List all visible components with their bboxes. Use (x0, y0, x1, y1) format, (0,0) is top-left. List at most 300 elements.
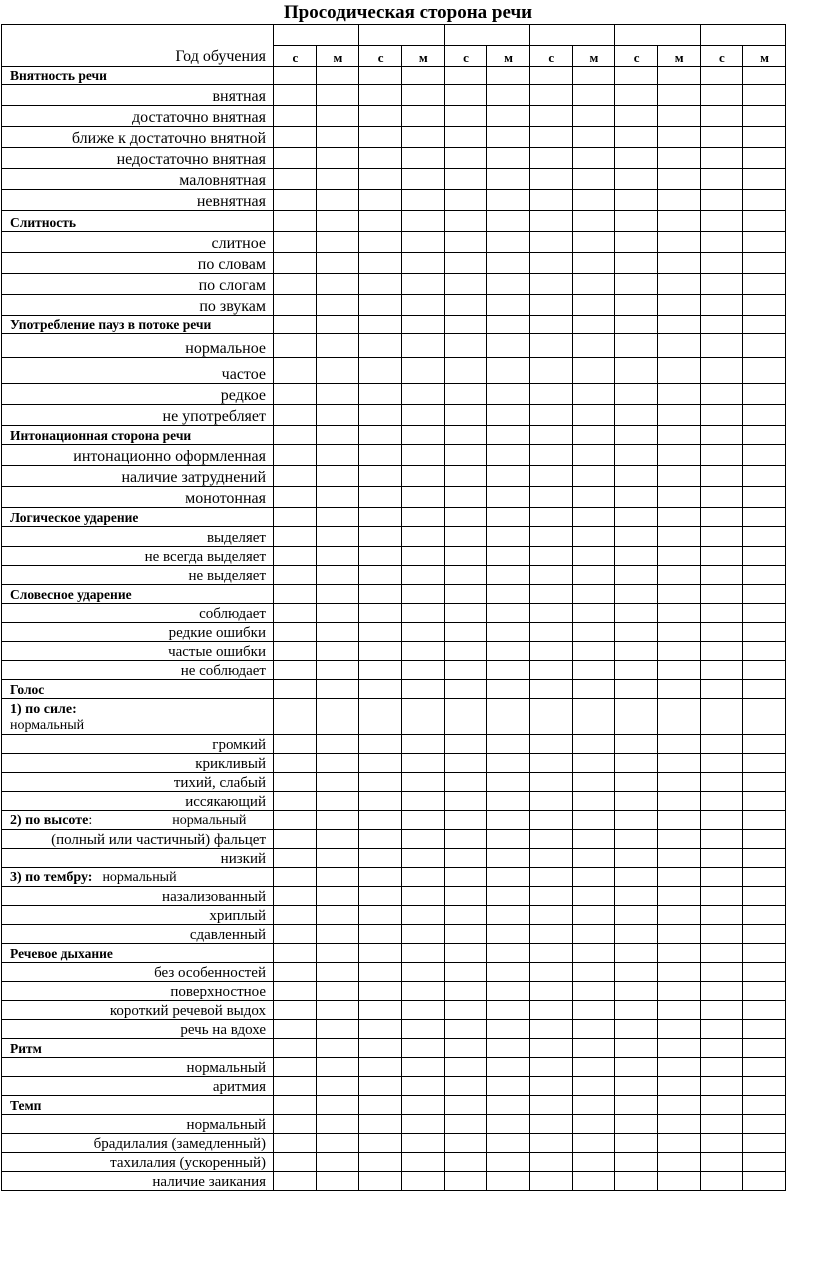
score-cell[interactable] (657, 699, 700, 735)
score-cell[interactable] (359, 906, 402, 925)
score-cell[interactable] (529, 190, 572, 211)
score-cell[interactable] (444, 773, 487, 792)
score-cell[interactable] (359, 754, 402, 773)
score-cell[interactable] (529, 67, 572, 85)
score-cell[interactable] (615, 754, 658, 773)
score-cell[interactable] (359, 508, 402, 527)
score-cell[interactable] (401, 547, 444, 566)
score-cell[interactable] (657, 190, 700, 211)
score-cell[interactable] (401, 1039, 444, 1058)
score-cell[interactable] (359, 849, 402, 868)
score-cell[interactable] (529, 1077, 572, 1096)
score-cell[interactable] (401, 106, 444, 127)
score-cell[interactable] (359, 253, 402, 274)
score-cell[interactable] (487, 925, 530, 944)
score-cell[interactable] (529, 944, 572, 963)
score-cell[interactable] (743, 792, 786, 811)
score-cell[interactable] (316, 211, 359, 232)
score-cell[interactable] (359, 925, 402, 944)
score-cell[interactable] (359, 232, 402, 253)
score-cell[interactable] (274, 358, 317, 384)
year-cell[interactable] (615, 25, 700, 46)
score-cell[interactable] (572, 190, 615, 211)
score-cell[interactable] (316, 547, 359, 566)
score-cell[interactable] (615, 811, 658, 830)
score-cell[interactable] (700, 661, 743, 680)
score-cell[interactable] (487, 1134, 530, 1153)
score-cell[interactable] (274, 963, 317, 982)
score-cell[interactable] (615, 642, 658, 661)
score-cell[interactable] (274, 604, 317, 623)
score-cell[interactable] (274, 1153, 317, 1172)
score-cell[interactable] (316, 487, 359, 508)
score-cell[interactable] (657, 849, 700, 868)
score-cell[interactable] (316, 963, 359, 982)
score-cell[interactable] (743, 754, 786, 773)
score-cell[interactable] (615, 1001, 658, 1020)
score-cell[interactable] (487, 426, 530, 445)
score-cell[interactable] (401, 1077, 444, 1096)
score-cell[interactable] (529, 868, 572, 887)
score-cell[interactable] (615, 661, 658, 680)
score-cell[interactable] (274, 925, 317, 944)
score-cell[interactable] (700, 811, 743, 830)
score-cell[interactable] (487, 699, 530, 735)
score-cell[interactable] (401, 127, 444, 148)
score-cell[interactable] (615, 773, 658, 792)
score-cell[interactable] (743, 1115, 786, 1134)
score-cell[interactable] (274, 982, 317, 1001)
score-cell[interactable] (401, 963, 444, 982)
score-cell[interactable] (572, 1134, 615, 1153)
score-cell[interactable] (401, 426, 444, 445)
score-cell[interactable] (657, 487, 700, 508)
score-cell[interactable] (359, 527, 402, 547)
score-cell[interactable] (529, 295, 572, 316)
score-cell[interactable] (359, 982, 402, 1001)
score-cell[interactable] (572, 792, 615, 811)
score-cell[interactable] (316, 232, 359, 253)
score-cell[interactable] (615, 735, 658, 754)
score-cell[interactable] (316, 169, 359, 190)
score-cell[interactable] (743, 1077, 786, 1096)
score-cell[interactable] (444, 334, 487, 358)
score-cell[interactable] (487, 642, 530, 661)
score-cell[interactable] (359, 445, 402, 466)
score-cell[interactable] (615, 963, 658, 982)
score-cell[interactable] (444, 754, 487, 773)
score-cell[interactable] (487, 1039, 530, 1058)
score-cell[interactable] (615, 527, 658, 547)
score-cell[interactable] (615, 1115, 658, 1134)
score-cell[interactable] (743, 426, 786, 445)
score-cell[interactable] (572, 1172, 615, 1191)
score-cell[interactable] (316, 754, 359, 773)
score-cell[interactable] (615, 906, 658, 925)
score-cell[interactable] (615, 680, 658, 699)
score-cell[interactable] (487, 585, 530, 604)
score-cell[interactable] (316, 358, 359, 384)
score-cell[interactable] (657, 274, 700, 295)
score-cell[interactable] (401, 944, 444, 963)
score-cell[interactable] (316, 887, 359, 906)
score-cell[interactable] (572, 963, 615, 982)
score-cell[interactable] (316, 604, 359, 623)
score-cell[interactable] (743, 487, 786, 508)
score-cell[interactable] (444, 1134, 487, 1153)
score-cell[interactable] (743, 67, 786, 85)
score-cell[interactable] (615, 1058, 658, 1077)
score-cell[interactable] (444, 426, 487, 445)
score-cell[interactable] (700, 1153, 743, 1172)
score-cell[interactable] (657, 1039, 700, 1058)
score-cell[interactable] (487, 1077, 530, 1096)
score-cell[interactable] (529, 680, 572, 699)
score-cell[interactable] (700, 295, 743, 316)
score-cell[interactable] (274, 735, 317, 754)
score-cell[interactable] (657, 334, 700, 358)
score-cell[interactable] (700, 773, 743, 792)
score-cell[interactable] (316, 699, 359, 735)
score-cell[interactable] (743, 445, 786, 466)
score-cell[interactable] (572, 466, 615, 487)
score-cell[interactable] (700, 487, 743, 508)
score-cell[interactable] (444, 487, 487, 508)
score-cell[interactable] (401, 680, 444, 699)
score-cell[interactable] (657, 906, 700, 925)
score-cell[interactable] (657, 623, 700, 642)
score-cell[interactable] (743, 232, 786, 253)
score-cell[interactable] (572, 906, 615, 925)
score-cell[interactable] (401, 868, 444, 887)
score-cell[interactable] (274, 232, 317, 253)
score-cell[interactable] (572, 754, 615, 773)
score-cell[interactable] (572, 405, 615, 426)
score-cell[interactable] (359, 661, 402, 680)
score-cell[interactable] (444, 316, 487, 334)
score-cell[interactable] (487, 527, 530, 547)
score-cell[interactable] (743, 566, 786, 585)
score-cell[interactable] (274, 1115, 317, 1134)
score-cell[interactable] (444, 1115, 487, 1134)
score-cell[interactable] (359, 585, 402, 604)
score-cell[interactable] (700, 211, 743, 232)
score-cell[interactable] (700, 127, 743, 148)
score-cell[interactable] (615, 295, 658, 316)
score-cell[interactable] (444, 661, 487, 680)
score-cell[interactable] (401, 699, 444, 735)
score-cell[interactable] (700, 85, 743, 106)
score-cell[interactable] (615, 585, 658, 604)
score-cell[interactable] (401, 849, 444, 868)
score-cell[interactable] (615, 1077, 658, 1096)
score-cell[interactable] (274, 211, 317, 232)
score-cell[interactable] (359, 190, 402, 211)
score-cell[interactable] (529, 1058, 572, 1077)
score-cell[interactable] (572, 1020, 615, 1039)
score-cell[interactable] (529, 253, 572, 274)
score-cell[interactable] (359, 1096, 402, 1115)
score-cell[interactable] (444, 547, 487, 566)
score-cell[interactable] (487, 274, 530, 295)
score-cell[interactable] (657, 963, 700, 982)
score-cell[interactable] (572, 127, 615, 148)
score-cell[interactable] (444, 1039, 487, 1058)
score-cell[interactable] (572, 1096, 615, 1115)
score-cell[interactable] (529, 232, 572, 253)
score-cell[interactable] (487, 487, 530, 508)
score-cell[interactable] (572, 1115, 615, 1134)
score-cell[interactable] (316, 1039, 359, 1058)
score-cell[interactable] (316, 1153, 359, 1172)
score-cell[interactable] (487, 211, 530, 232)
score-cell[interactable] (359, 1077, 402, 1096)
score-cell[interactable] (316, 508, 359, 527)
score-cell[interactable] (359, 148, 402, 169)
score-cell[interactable] (444, 604, 487, 623)
score-cell[interactable] (572, 316, 615, 334)
score-cell[interactable] (657, 811, 700, 830)
score-cell[interactable] (444, 887, 487, 906)
score-cell[interactable] (274, 623, 317, 642)
score-cell[interactable] (359, 830, 402, 849)
score-cell[interactable] (274, 508, 317, 527)
score-cell[interactable] (572, 680, 615, 699)
score-cell[interactable] (743, 642, 786, 661)
score-cell[interactable] (274, 253, 317, 274)
score-cell[interactable] (274, 792, 317, 811)
score-cell[interactable] (572, 426, 615, 445)
score-cell[interactable] (743, 127, 786, 148)
score-cell[interactable] (316, 1115, 359, 1134)
score-cell[interactable] (444, 699, 487, 735)
score-cell[interactable] (657, 466, 700, 487)
score-cell[interactable] (316, 566, 359, 585)
score-cell[interactable] (444, 253, 487, 274)
score-cell[interactable] (657, 358, 700, 384)
score-cell[interactable] (359, 1020, 402, 1039)
score-cell[interactable] (274, 944, 317, 963)
score-cell[interactable] (657, 1172, 700, 1191)
score-cell[interactable] (401, 466, 444, 487)
score-cell[interactable] (444, 642, 487, 661)
score-cell[interactable] (316, 445, 359, 466)
score-cell[interactable] (401, 1134, 444, 1153)
score-cell[interactable] (316, 868, 359, 887)
score-cell[interactable] (444, 274, 487, 295)
score-cell[interactable] (316, 466, 359, 487)
score-cell[interactable] (529, 830, 572, 849)
score-cell[interactable] (316, 623, 359, 642)
score-cell[interactable] (401, 384, 444, 405)
score-cell[interactable] (743, 1020, 786, 1039)
score-cell[interactable] (615, 232, 658, 253)
score-cell[interactable] (615, 566, 658, 585)
score-cell[interactable] (657, 1077, 700, 1096)
score-cell[interactable] (529, 527, 572, 547)
score-cell[interactable] (316, 773, 359, 792)
score-cell[interactable] (615, 190, 658, 211)
score-cell[interactable] (657, 944, 700, 963)
score-cell[interactable] (444, 127, 487, 148)
score-cell[interactable] (529, 982, 572, 1001)
score-cell[interactable] (529, 334, 572, 358)
score-cell[interactable] (316, 585, 359, 604)
score-cell[interactable] (274, 405, 317, 426)
score-cell[interactable] (274, 316, 317, 334)
score-cell[interactable] (529, 661, 572, 680)
score-cell[interactable] (487, 1020, 530, 1039)
score-cell[interactable] (615, 67, 658, 85)
score-cell[interactable] (743, 604, 786, 623)
score-cell[interactable] (529, 585, 572, 604)
score-cell[interactable] (487, 982, 530, 1001)
score-cell[interactable] (572, 982, 615, 1001)
score-cell[interactable] (743, 274, 786, 295)
score-cell[interactable] (487, 295, 530, 316)
score-cell[interactable] (401, 811, 444, 830)
score-cell[interactable] (444, 384, 487, 405)
score-cell[interactable] (359, 274, 402, 295)
score-cell[interactable] (529, 623, 572, 642)
score-cell[interactable] (529, 906, 572, 925)
score-cell[interactable] (316, 830, 359, 849)
score-cell[interactable] (487, 384, 530, 405)
score-cell[interactable] (444, 1020, 487, 1039)
score-cell[interactable] (743, 1172, 786, 1191)
score-cell[interactable] (572, 67, 615, 85)
score-cell[interactable] (615, 925, 658, 944)
score-cell[interactable] (444, 585, 487, 604)
score-cell[interactable] (529, 1001, 572, 1020)
score-cell[interactable] (316, 982, 359, 1001)
score-cell[interactable] (657, 1020, 700, 1039)
score-cell[interactable] (401, 642, 444, 661)
score-cell[interactable] (359, 1001, 402, 1020)
score-cell[interactable] (444, 1001, 487, 1020)
score-cell[interactable] (401, 253, 444, 274)
score-cell[interactable] (444, 1096, 487, 1115)
score-cell[interactable] (615, 849, 658, 868)
score-cell[interactable] (572, 661, 615, 680)
score-cell[interactable] (359, 1115, 402, 1134)
score-cell[interactable] (572, 232, 615, 253)
score-cell[interactable] (572, 566, 615, 585)
score-cell[interactable] (529, 735, 572, 754)
score-cell[interactable] (529, 85, 572, 106)
score-cell[interactable] (529, 384, 572, 405)
score-cell[interactable] (274, 487, 317, 508)
score-cell[interactable] (700, 699, 743, 735)
score-cell[interactable] (274, 1058, 317, 1077)
score-cell[interactable] (615, 982, 658, 1001)
score-cell[interactable] (743, 680, 786, 699)
score-cell[interactable] (615, 274, 658, 295)
score-cell[interactable] (401, 405, 444, 426)
score-cell[interactable] (572, 735, 615, 754)
score-cell[interactable] (359, 426, 402, 445)
score-cell[interactable] (359, 623, 402, 642)
score-cell[interactable] (572, 1001, 615, 1020)
score-cell[interactable] (444, 830, 487, 849)
score-cell[interactable] (444, 508, 487, 527)
score-cell[interactable] (359, 466, 402, 487)
score-cell[interactable] (444, 527, 487, 547)
score-cell[interactable] (316, 67, 359, 85)
score-cell[interactable] (700, 830, 743, 849)
score-cell[interactable] (700, 754, 743, 773)
score-cell[interactable] (316, 1134, 359, 1153)
score-cell[interactable] (274, 1134, 317, 1153)
score-cell[interactable] (359, 699, 402, 735)
score-cell[interactable] (359, 1039, 402, 1058)
score-cell[interactable] (274, 527, 317, 547)
year-cell[interactable] (444, 25, 529, 46)
score-cell[interactable] (274, 642, 317, 661)
score-cell[interactable] (700, 906, 743, 925)
score-cell[interactable] (359, 487, 402, 508)
score-cell[interactable] (487, 963, 530, 982)
score-cell[interactable] (615, 253, 658, 274)
score-cell[interactable] (316, 190, 359, 211)
score-cell[interactable] (657, 868, 700, 887)
score-cell[interactable] (401, 906, 444, 925)
score-cell[interactable] (529, 754, 572, 773)
score-cell[interactable] (615, 85, 658, 106)
score-cell[interactable] (274, 384, 317, 405)
score-cell[interactable] (359, 811, 402, 830)
score-cell[interactable] (359, 680, 402, 699)
score-cell[interactable] (657, 1134, 700, 1153)
score-cell[interactable] (401, 487, 444, 508)
score-cell[interactable] (743, 887, 786, 906)
score-cell[interactable] (657, 982, 700, 1001)
score-cell[interactable] (700, 642, 743, 661)
score-cell[interactable] (274, 680, 317, 699)
score-cell[interactable] (401, 169, 444, 190)
score-cell[interactable] (743, 585, 786, 604)
score-cell[interactable] (444, 1153, 487, 1172)
score-cell[interactable] (700, 868, 743, 887)
score-cell[interactable] (316, 1058, 359, 1077)
score-cell[interactable] (743, 735, 786, 754)
score-cell[interactable] (572, 1153, 615, 1172)
score-cell[interactable] (700, 1020, 743, 1039)
score-cell[interactable] (401, 211, 444, 232)
score-cell[interactable] (487, 232, 530, 253)
score-cell[interactable] (274, 1020, 317, 1039)
score-cell[interactable] (359, 1153, 402, 1172)
score-cell[interactable] (529, 466, 572, 487)
score-cell[interactable] (444, 680, 487, 699)
score-cell[interactable] (359, 547, 402, 566)
score-cell[interactable] (615, 148, 658, 169)
score-cell[interactable] (743, 190, 786, 211)
score-cell[interactable] (401, 190, 444, 211)
score-cell[interactable] (359, 735, 402, 754)
score-cell[interactable] (359, 169, 402, 190)
score-cell[interactable] (572, 85, 615, 106)
score-cell[interactable] (487, 661, 530, 680)
score-cell[interactable] (487, 849, 530, 868)
score-cell[interactable] (572, 334, 615, 358)
score-cell[interactable] (615, 426, 658, 445)
score-cell[interactable] (529, 1153, 572, 1172)
score-cell[interactable] (444, 405, 487, 426)
score-cell[interactable] (529, 604, 572, 623)
score-cell[interactable] (700, 963, 743, 982)
score-cell[interactable] (572, 623, 615, 642)
